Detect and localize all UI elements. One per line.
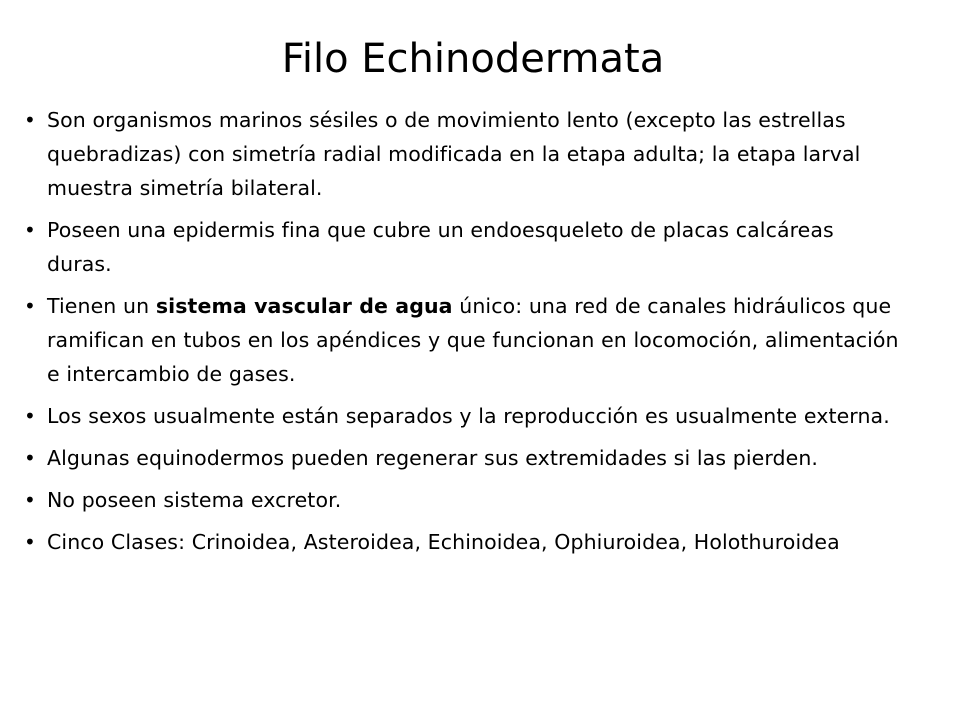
bullet-text-5: Algunas equinodermos pueden regenerar sus extremidades si las pierden. <box>47 446 819 470</box>
slide-title: Filo Echinodermata <box>281 36 665 82</box>
bullet-item-5 <box>24 441 904 475</box>
bullet-icon: • <box>24 108 36 132</box>
bullet-icon: • <box>24 294 36 318</box>
bullet-item-3 <box>24 289 904 391</box>
bullet-icon: • <box>24 488 36 512</box>
bullet-list <box>24 103 904 567</box>
bullet-icon: • <box>24 404 36 428</box>
bullet-text-3 <box>47 289 904 391</box>
bullet-text-4: Los sexos usualmente están separados y la reproducción es usualmente externa. <box>47 404 890 428</box>
bullet-text-3-prefix: Tienen un <box>47 294 156 318</box>
bullet-text-3-bold: sistema vascular de agua <box>155 294 453 318</box>
bullet-icon: • <box>24 446 36 470</box>
bullet-item-4 <box>24 399 904 433</box>
bullet-item-1 <box>24 103 904 205</box>
bullet-item-6 <box>24 483 904 517</box>
bullet-text-6: No poseen sistema excretor. <box>47 488 342 512</box>
bullet-item-2 <box>24 213 904 281</box>
bullet-text-2: Poseen una epidermis fina que cubre un endoesqueleto de placas calcáreas duras. <box>47 218 834 276</box>
bullet-text-7: Cinco Clases: Crinoidea, Asteroidea, Echinoidea, Ophiuroidea, Holothuroidea <box>47 530 840 554</box>
bullet-icon: • <box>24 218 36 242</box>
bullet-text-3-suffix: único: una red de canales hidráulicos que ramifican en tubos en los apéndices y que funcionan en locomoción, alimentación e intercambio de gases. <box>47 294 899 386</box>
bullet-icon: • <box>24 530 36 554</box>
bullet-text-1: Son organismos marinos sésiles o de movimiento lento (excepto las estrellas quebradizas) con simetría radial modificada en la etapa adulta; la etapa larval muestra simetría bilateral. <box>47 108 861 200</box>
bullet-item-7 <box>24 525 904 559</box>
